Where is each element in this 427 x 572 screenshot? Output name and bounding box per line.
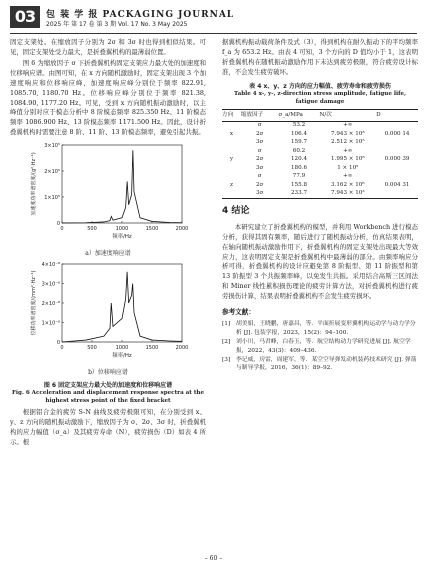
table-cell: +∞ <box>343 173 353 180</box>
x-tick-label: 0 <box>60 345 64 352</box>
displacement-response-chart <box>10 258 206 362</box>
table-cell: 2σ <box>255 130 264 137</box>
x-tick-label: 1500 <box>145 226 159 233</box>
journal-name: 包 装 学 报 PACKAGING JOURNAL <box>46 10 235 20</box>
table-row <box>222 121 418 130</box>
table-title-en: Table 4 x-, y-, z-direction stress amplitude, fatigue life, fatigue damage <box>233 90 407 105</box>
x-axis-label: 频率/Hz <box>112 234 132 241</box>
x-tick-label: 1000 <box>115 345 129 352</box>
table-row <box>222 139 418 147</box>
y-tick-label: 3×10⁵ <box>44 143 60 150</box>
table-cell <box>376 172 418 180</box>
x-tick-label: 2000 <box>175 226 189 233</box>
table-cell: 0.000 14 <box>384 130 410 137</box>
body-paragraph: 固定支架处。在缩放因子分别为 2σ 和 3σ 时也得到相似结果。可见，固定支架处受力最大，是折叠翼机构的最薄弱位置。 <box>10 38 206 56</box>
table-header: 缩放因子 <box>241 110 279 122</box>
reference-text: 胡美娟，王晓鹏，唐嘉昌，等．平面折展变形翼机构运动学与动力学分析 [J]. 包装学报，2023，15(2)：94–100. <box>236 321 416 336</box>
reference-text: 李记威，房雷，周建军，等．某空空导弹发动机装药技术研究 [J]. 弹箭与制导学报，2016，36(1)：89–92. <box>236 356 417 372</box>
reference-number: [1] <box>222 321 231 328</box>
table-row <box>222 189 418 198</box>
table-cell: 60.2 <box>292 147 306 154</box>
table-cell <box>376 139 418 147</box>
table-row <box>222 156 418 164</box>
table-cell: 120.4 <box>290 156 307 163</box>
series-line <box>62 150 182 223</box>
issue-logo: 03 <box>10 6 40 28</box>
table-cell: 1 × 10⁵ <box>337 164 359 171</box>
table-cell: 1.995 × 10⁸ <box>330 156 365 163</box>
x-tick-label: 0 <box>60 226 64 233</box>
table-cell: x <box>229 130 233 137</box>
reference-item <box>222 320 418 337</box>
table-cell: +∞ <box>343 122 353 129</box>
y-tick-label: 2×10⁻⁸ <box>41 301 60 308</box>
table-cell: 159.7 <box>290 139 307 146</box>
y-tick-label: 1×10⁵ <box>44 195 60 202</box>
figure-subcaption-a: a）加速度响应谱 <box>85 250 131 258</box>
table-header-row <box>222 110 418 122</box>
x-axis-label: 频率/Hz <box>112 353 132 360</box>
reference-item <box>222 356 418 373</box>
journal-header <box>10 6 417 32</box>
table-header: 方向 <box>222 110 241 122</box>
table-cell <box>222 164 241 172</box>
table-cell <box>376 147 418 155</box>
journal-issue-info: 2025 年 第 17 卷 第 3 期 Vol. 17 No. 3 May 2025 <box>46 21 188 28</box>
x-tick-label: 500 <box>87 345 97 352</box>
table-header: N/次 <box>320 110 377 122</box>
table-cell: 0.004 31 <box>384 181 410 188</box>
table-row <box>222 181 418 189</box>
table-cell <box>222 147 241 155</box>
table-title-cn: 表 4 x、y、z 方向的应力幅值、疲劳寿命和疲劳损伤 <box>249 82 391 90</box>
table-row <box>222 172 418 180</box>
table-cell <box>376 164 418 172</box>
plot-frame <box>62 145 182 223</box>
table-cell: σ <box>257 122 262 129</box>
table-cell <box>222 139 241 147</box>
table-cell: σ <box>257 147 262 154</box>
table-cell: 155.8 <box>290 181 307 188</box>
y-tick-label: 0 <box>56 340 60 347</box>
table-header: σ_a/MPa <box>278 110 319 122</box>
x-tick-label: 2000 <box>175 345 189 352</box>
table-cell <box>222 189 241 198</box>
y-tick-label: 2×10⁵ <box>44 169 60 176</box>
reference-item <box>222 338 418 355</box>
table-cell: 2σ <box>255 181 264 188</box>
table-cell: 180.6 <box>290 164 307 171</box>
table-cell: y <box>229 156 233 163</box>
figure-subcaption-b: b）位移响应谱 <box>88 369 128 377</box>
table-cell: 53.2 <box>292 122 306 129</box>
y-axis-label: 加速度功率谱密度/(g²·Hz⁻¹) <box>31 152 37 216</box>
table-cell: 77.9 <box>292 173 306 180</box>
y-tick-label: 3×10⁻⁸ <box>41 281 60 288</box>
table-cell: +∞ <box>343 147 353 154</box>
x-tick-label: 1000 <box>115 226 129 233</box>
table-row <box>222 130 418 138</box>
table-cell: 7.943 × 10³ <box>320 189 377 198</box>
table-cell: 2σ <box>255 156 264 163</box>
table-cell: 233.7 <box>278 189 319 198</box>
table-row <box>222 164 418 172</box>
table-cell: σ <box>257 173 262 180</box>
header-rule <box>10 33 417 34</box>
body-paragraph: 本研究建立了折叠翼机构的模型，并利用 Workbench 进行模态分析，获得其固有频率，随后进行了随机振动分析，仿真结果表明，在轴向随机振动激励作用下，折叠翼机构的固定支架处出现最大等效应力，这表明固定支架是折叠翼机构中最薄弱的部分。由频率响应分析可得，折叠翼机构的设计应避免第 8 阶振型、第 11 阶振型和第 13 阶振型 3 个共振频率峰，以免发生共振。采用结合高斯三区间法和 Miner 线性累积损伤理论的疲劳计算方法，对折叠翼机构进行疲劳损伤计算，结果表明折叠翼机构不会发生疲劳损坏。 <box>222 222 418 301</box>
table-cell <box>222 121 241 130</box>
right-column <box>222 38 418 374</box>
table-row <box>222 147 418 155</box>
reference-number: [2] <box>222 339 231 346</box>
series-line <box>62 272 182 342</box>
reference-number: [3] <box>222 356 231 363</box>
table-header: D <box>376 110 418 122</box>
table-cell: 3.162 × 10⁶ <box>330 181 365 188</box>
x-tick-label: 1500 <box>145 345 159 352</box>
table-cell: 3σ <box>241 189 279 198</box>
plot-frame <box>62 264 182 342</box>
section-title: 4 结论 <box>222 205 250 216</box>
page-number: – 60 – <box>204 555 223 562</box>
body-paragraph: 图 6 为缩放因子 σ 下折叠翼机构固定支架应力最大处的加速度和位移响应谱。由图可知，在 x 方向随机激励时，固定支架出现 3 个加速度响应和位移响应峰，加速度响应峰分别位于频率 822.91, 1085.70, 1180.70 Hz。位移响应峰分别位于频率 821.38, 1084.90, 1177.20 Hz。可见，受到 x 方向随机振动激励时，以主峰值分别对应于模态分析中 8 阶模态频率 825.350 Hz、11 阶模态频率 1086.900 Hz、13 阶模态频率 1171.500 Hz。因此，设计折叠翼机构时需要注意 8 阶、11 阶、13 阶模态频率，避免引起共振。 <box>10 58 206 137</box>
figure-caption-en: Fig. 6 Acceleration and displacement response spectra at the highest stress point of the fixed bracket <box>11 389 205 404</box>
references-title: 参考文献： <box>222 308 255 317</box>
stress-table <box>222 109 418 199</box>
reference-text: 刘小川，马君峰，白春玉，等．航空结构动力学研究进展 [J]. 航空学报，2022，43(3)：409–436. <box>236 339 411 354</box>
y-tick-label: 0 <box>56 221 60 228</box>
y-axis-label: 位移功率谱密度/(mm²·Hz⁻¹) <box>31 270 37 336</box>
x-tick-label: 500 <box>87 226 97 233</box>
table-cell <box>222 172 241 180</box>
table-cell: z <box>229 181 233 188</box>
table-cell <box>376 121 418 130</box>
table-cell: 106.4 <box>290 130 307 137</box>
table-cell <box>376 189 418 198</box>
table-cell: 3σ <box>255 164 264 171</box>
figure-6 <box>10 139 206 405</box>
table-cell: 0.000 39 <box>384 156 410 163</box>
figure-caption-cn: 图 6 固定支架应力最大处的加速度和位移响应谱 <box>43 381 173 389</box>
table-cell: 2.512 × 10⁵ <box>330 139 365 146</box>
left-column <box>10 38 206 449</box>
y-tick-label: 1×10⁻⁸ <box>41 320 60 327</box>
body-paragraph: 据翼机构振动载荷条件及式（3），得到机构在耐久振动下的平均频率 f_a 为 653.2 Hz。由表 4 可知，3 个方向的 D 值均小于 1，这表明折叠翼机构在随机振动激励作用下未达到疲劳极限，符合疲劳设计标准，不会发生疲劳破坏。 <box>222 38 418 76</box>
y-tick-label: 4×10⁻⁸ <box>41 262 60 269</box>
acceleration-response-chart <box>10 139 206 243</box>
body-paragraph: 根据铝合金的疲劳 S-N 曲线及疲劳极限可知，在分别受到 x、y、z 方向的随机振动激励下，缩放因子为 σ、2σ、3σ 时，折叠翼机构的应力幅值（σ_a）及其疲劳寿命（N），疲劳损伤（D）如表 4 所示。根 <box>10 408 206 446</box>
table-cell: 7.943 × 10⁸ <box>330 130 365 137</box>
table-cell: 3σ <box>255 139 264 146</box>
